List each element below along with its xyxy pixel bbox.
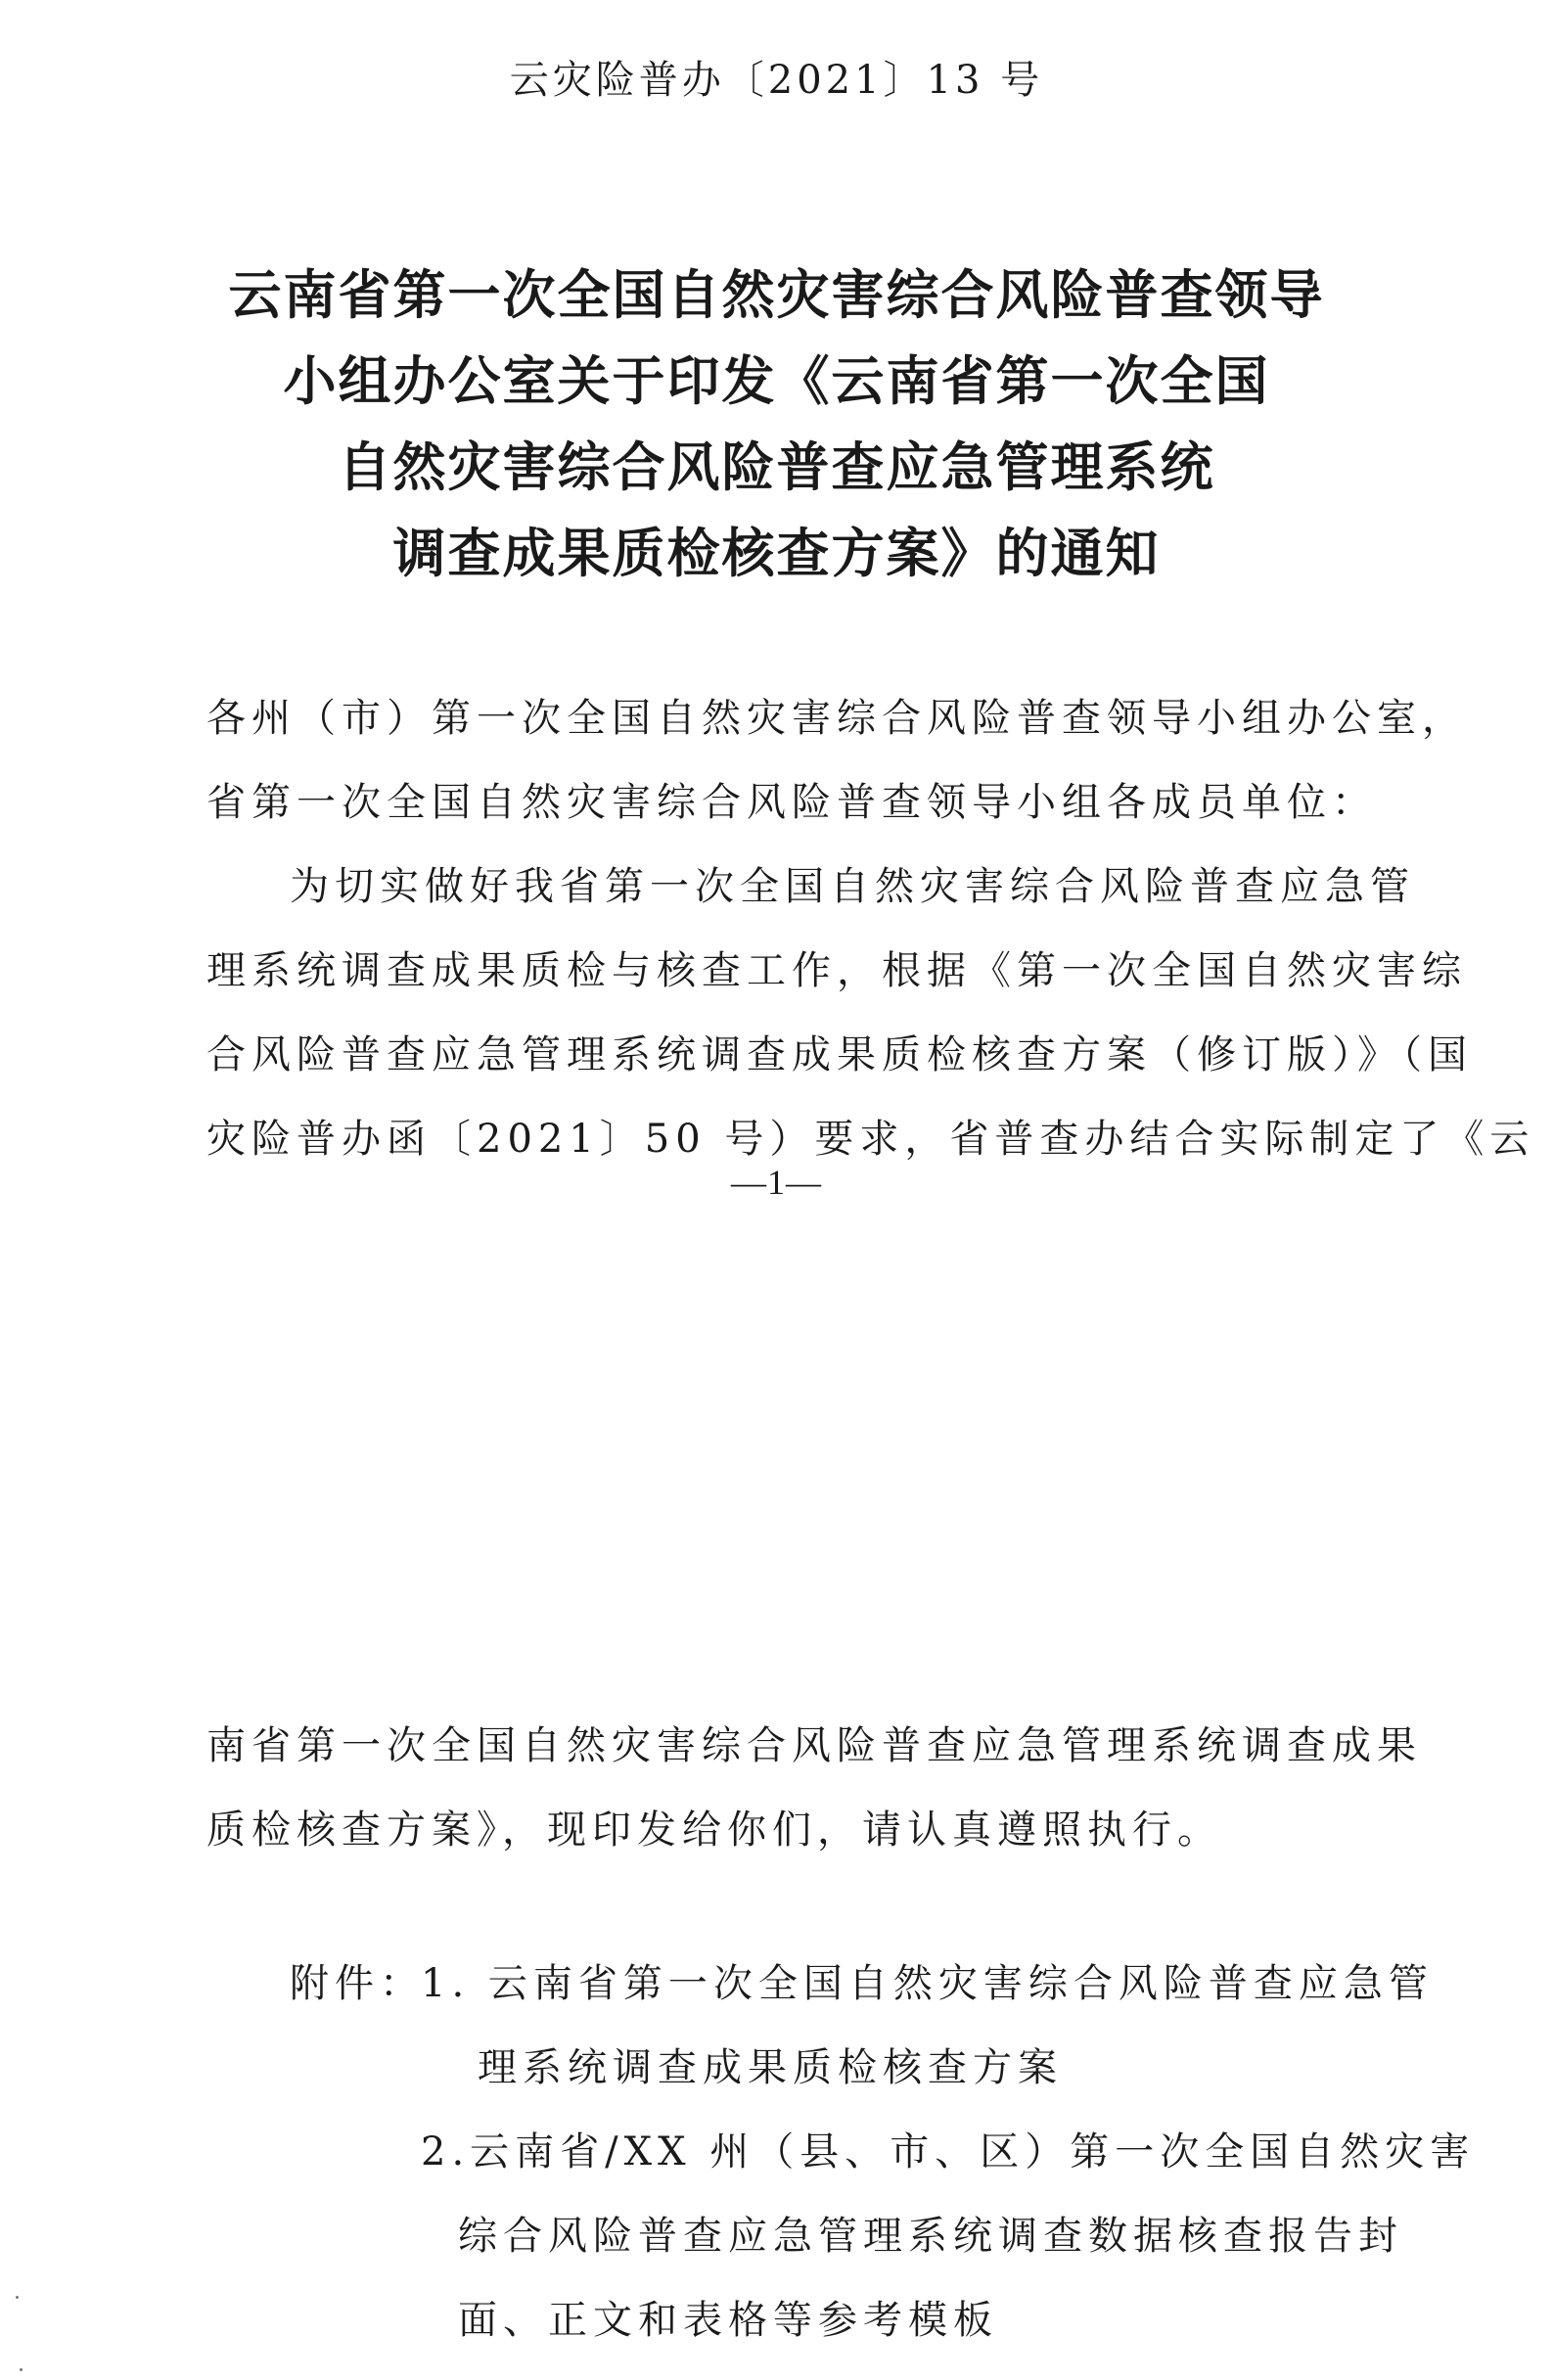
title-line: 小组办公室关于印发《云南省第一次全国 [283, 350, 1270, 412]
scan-speck [16, 2296, 19, 2299]
body-paragraph-line: 灾险普办函〔2021〕50 号）要求，省普查办结合实际制定了《云 [206, 1117, 1535, 1162]
title-line: 调查成果质检核查方案》的通知 [392, 523, 1161, 584]
attachment-item-2-continued: 综合风险普查应急管理系统调查数据核查报告封 [458, 2214, 1403, 2259]
scan-speck [20, 2368, 23, 2371]
attachments-label: 附件： [290, 1961, 425, 2006]
body-paragraph-line: 质检核查方案》，现印发给你们，请认真遵照执行。 [206, 1808, 1222, 1853]
title-line: 自然灾害综合风险普查应急管理系统 [338, 436, 1215, 498]
body-paragraph-line: 理系统调查成果质检与核查工作，根据《第一次全国自然灾害综 [206, 948, 1467, 993]
attachment-item-2: 2.云南省/XX 州（县、市、区）第一次全国自然灾害 [421, 2129, 1476, 2174]
document-title [0, 252, 1553, 597]
document-number: 云灾险普办〔2021〕13 号 [509, 58, 1044, 103]
addressee-line: 各州（市）第一次全国自然灾害综合风险普查领导小组办公室， [206, 696, 1467, 741]
body-paragraph-line: 南省第一次全国自然灾害综合风险普查应急管理系统调查成果 [206, 1723, 1422, 1768]
body-paragraph-line: 合风险普查应急管理系统调查成果质检核查方案（修订版）》（国 [206, 1032, 1473, 1077]
attachment-item-2-continued: 面、正文和表格等参考模板 [458, 2298, 998, 2343]
title-line: 云南省第一次全国自然灾害综合风险普查领导 [228, 264, 1325, 326]
page-number: —1— [731, 1163, 822, 1202]
attachment-item-1-continued: 理系统调查成果质检核查方案 [478, 2045, 1063, 2090]
attachment-item-1: 1. 云南省第一次全国自然灾害综合风险普查应急管 [421, 1961, 1434, 2006]
body-paragraph-line: 为切实做好我省第一次全国自然灾害综合风险普查应急管 [290, 864, 1415, 909]
addressee-line: 省第一次全国自然灾害综合风险普查领导小组各成员单位： [206, 780, 1377, 825]
